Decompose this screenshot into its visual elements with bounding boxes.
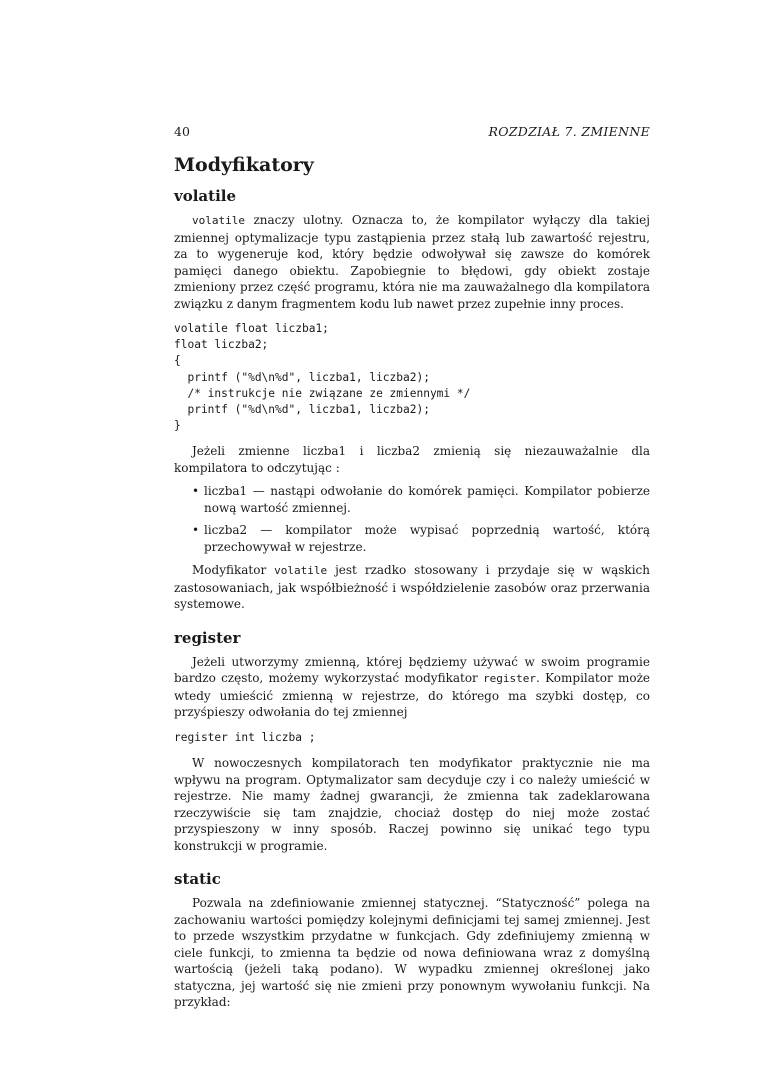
- register-paragraph-1-pre: Jeżeli utworzymy zmienną, której będziemy używać w swoim programie bardzo często, możemy wykorzystać modyfikator: [174, 654, 650, 686]
- bullet-icon: •: [192, 484, 200, 499]
- register-paragraph-1-post: . Kompilator może wtedy umieścić zmienną w rejestrze, do którego ma szybki dostęp, co przyśpieszy odwołania do tej zmiennej: [174, 671, 650, 720]
- register-heading: register: [174, 628, 241, 647]
- register-paragraph-1: [174, 654, 650, 721]
- page-number: 40: [174, 124, 190, 139]
- list-item: [174, 522, 650, 555]
- list-item-text: liczba1 — nastąpi odwołanie do komórek pamięci. Kompilator pobierze nową wartość zmiennej.: [204, 484, 650, 515]
- chapter-title: ROZDZIAŁ 7. ZMIENNE: [488, 124, 650, 139]
- register-keyword-inline: register: [483, 672, 537, 686]
- running-header: [174, 124, 650, 142]
- list-item-text: liczba2 — kompilator może wypisać poprzednią wartość, którą przechowywał w rejestrze.: [204, 523, 650, 554]
- volatile-paragraph-3-pre: Modyfikator: [192, 563, 275, 578]
- list-item: [174, 483, 650, 516]
- static-subsection: [174, 869, 650, 1011]
- register-paragraph-2: W nowoczesnych kompilatorach ten modyfikator praktycznie nie ma wpływu na program. Optymalizator sam decyduje czy i co należy umieścić w rejestrze. Nie mamy żadnej gwarancji, że zmienna tak zadeklarowana rzeczywiście się tam znajdzie, chociaż dostęp do niej może zostać przyspieszony w inny sposób. Raczej powinno się unikać tego typu konstrukcji w programie.: [174, 756, 650, 853]
- volatile-paragraph-1-text: znaczy ulotny. Oznacza to, że kompilator wyłączy dla takiej zmiennej optymalizacje typu zastąpienia przez stałą lub zawartość rejestru, za to wygeneruje kod, który będzie odwoływał się zawsze do komórek pamięci danego obiektu. Zapobiegnie to błędowi, gdy obiekt zostaje zmieniony przez część programu, która nie ma zauważalnego dla kompilatora związku z danym fragmentem kodu lub nawet przez zupełnie inny proces.: [174, 213, 650, 311]
- volatile-paragraph-3: [174, 562, 650, 613]
- volatile-bullet-list: [174, 483, 650, 555]
- volatile-keyword-inline: volatile: [274, 564, 328, 578]
- volatile-code-block: volatile float liczba1; float liczba2; { printf ("%d\n%d", liczba1, liczba2); /* instrukcje nie związane ze zmiennymi */ printf ("%d\n%d", liczba1, liczba2); }: [174, 322, 471, 433]
- volatile-keyword: volatile: [192, 214, 245, 227]
- static-paragraph-1: Pozwala na zdefiniowanie zmiennej statycznej. “Statyczność” polega na zachowaniu wartości pomiędzy kolejnymi definicjami tej samej zmiennej. Jest to przede wszystkim przydatne w funkcjach. Gdy zdefiniujemy zmienną w ciele funkcji, to zmienna ta będzie od nowa definiowana wraz z domyślną wartością (jeżeli taką podano). W wypadku zmiennej określonej jako statyczna, jej wartość się nie zmieni przy ponownym wywołaniu funkcji. Na przykład:: [174, 896, 650, 1010]
- register-subsection: [174, 628, 650, 854]
- volatile-paragraph-2: Jeżeli zmienne liczba1 i liczba2 zmienią się niezauważalnie dla kompilatora to odczytując :: [174, 444, 650, 475]
- static-heading: static: [174, 870, 221, 889]
- register-code-block: register int liczba ;: [174, 730, 316, 744]
- volatile-paragraph-1: [174, 212, 650, 312]
- section-title: Modyfikatory: [174, 154, 314, 176]
- volatile-subsection: [174, 186, 650, 613]
- bullet-icon: •: [192, 523, 200, 538]
- volatile-paragraph-3-post: jest rzadko stosowany i przydaje się w wąskich zastosowaniach, jak współbieżność i współdzielenie zasobów oraz przerwania systemowe.: [174, 563, 650, 612]
- volatile-heading: volatile: [174, 187, 237, 205]
- page-body: [174, 152, 650, 1011]
